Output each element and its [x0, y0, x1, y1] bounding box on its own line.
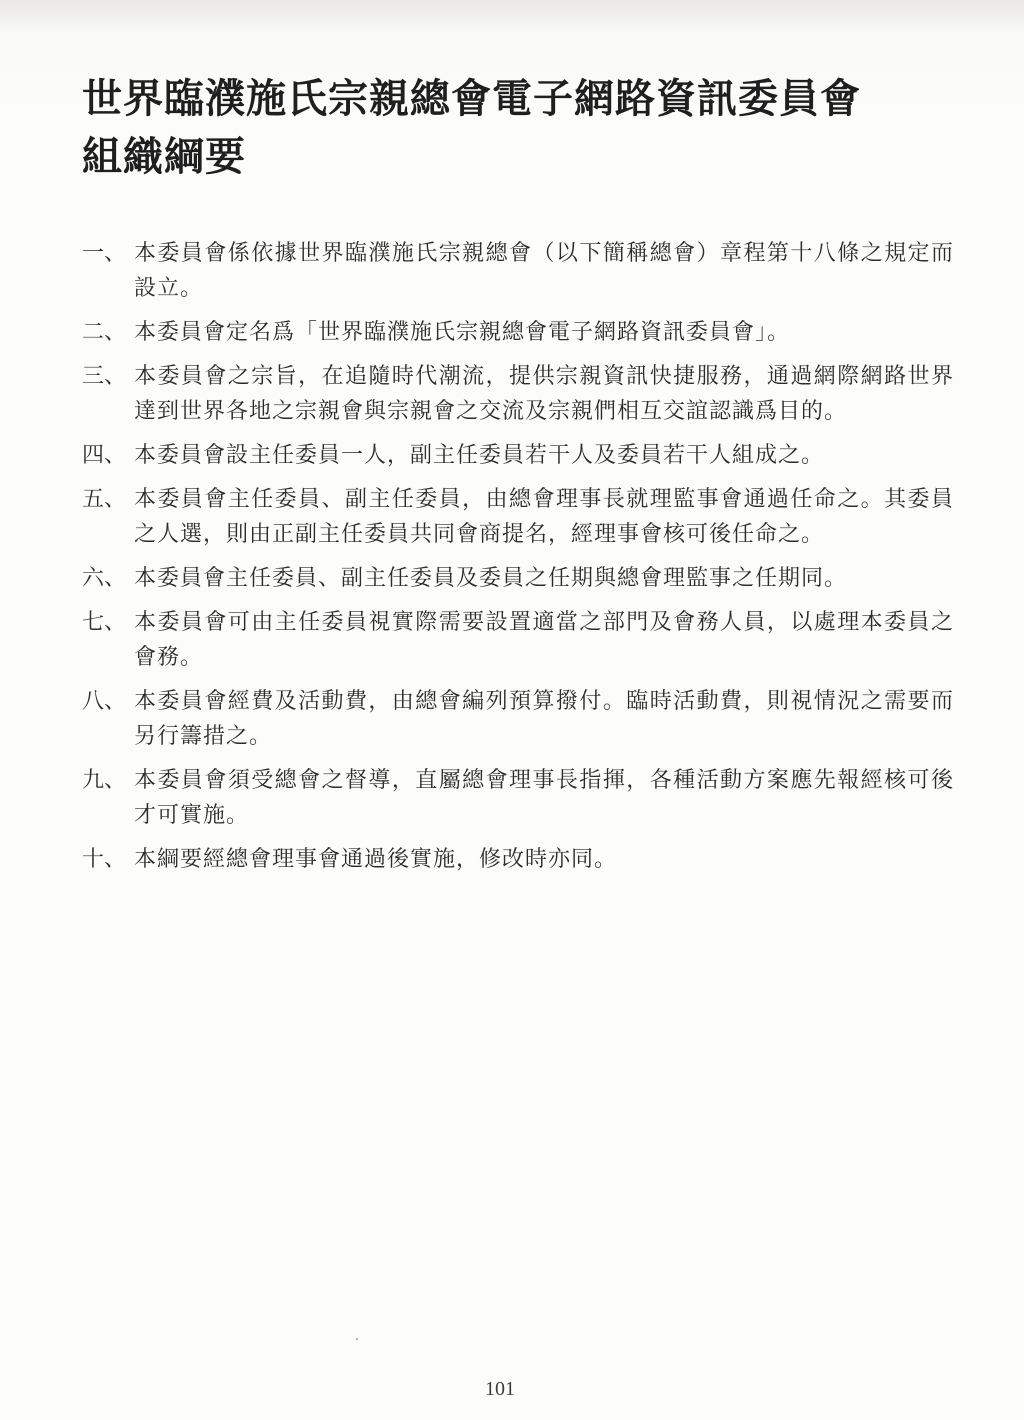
- article-item: [82, 842, 954, 877]
- article-number: 二、: [82, 320, 127, 345]
- article-number: 六、: [82, 566, 127, 591]
- document-title: [82, 70, 962, 186]
- article-text: 本委員會定名爲「世界臨濮施氏宗親總會電子網路資訊委員會」。: [134, 320, 791, 345]
- article-item: [82, 605, 954, 675]
- article-text: 本委員會主任委員、副主任委員，由總會理事長就理監事會通過任命之。其委員之人選，則由正副主任委員共同會商提名，經理事會核可後任命之。: [134, 487, 954, 547]
- article-item: [82, 236, 954, 306]
- article-item: [82, 315, 954, 350]
- article-number: 一、: [82, 241, 127, 266]
- article-number: 四、: [82, 443, 127, 468]
- article-text: 本委員會可由主任委員視實際需要設置適當之部門及會務人員，以處理本委員之會務。: [134, 610, 954, 670]
- article-item: [82, 561, 954, 596]
- document-title-line-2: 組織綱要: [82, 134, 246, 180]
- article-item: [82, 359, 954, 429]
- article-number: 八、: [82, 689, 127, 714]
- article-number: 五、: [82, 487, 127, 512]
- article-text: 本委員會設主任委員一人，副主任委員若干人及委員若干人組成之。: [134, 443, 825, 468]
- article-item: [82, 438, 954, 473]
- article-number: 三、: [82, 364, 127, 389]
- article-list: [82, 236, 954, 886]
- article-number: 七、: [82, 610, 127, 635]
- article-text: 本委員會須受總會之督導，直屬總會理事長指揮，各種活動方案應先報經核可後才可實施。: [134, 768, 954, 828]
- article-item: [82, 482, 954, 552]
- page-number: 101: [485, 1378, 515, 1400]
- article-text: 本委員會之宗旨，在追隨時代潮流，提供宗親資訊快捷服務，通過網際網路世界達到世界各地之宗親會與宗親會之交流及宗親們相互交誼認識爲目的。: [134, 364, 954, 424]
- article-item: [82, 763, 954, 833]
- document-title-line-1: 世界臨濮施氏宗親總會電子網路資訊委員會: [82, 76, 861, 122]
- article-number: 十、: [82, 847, 127, 872]
- article-number: 九、: [82, 768, 127, 793]
- article-item: [82, 684, 954, 754]
- article-text: 本委員會經費及活動費，由總會編列預算撥付。臨時活動費，則視情況之需要而另行籌措之。: [134, 689, 954, 749]
- article-text: 本委員會主任委員、副主任委員及委員之任期與總會理監事之任期同。: [134, 566, 848, 591]
- scan-edge: [0, 0, 1024, 30]
- scan-speck: [356, 1338, 358, 1340]
- article-text: 本綱要經總會理事會通過後實施，修改時亦同。: [134, 847, 618, 872]
- article-text: 本委員會係依據世界臨濮施氏宗親總會（以下簡稱總會）章程第十八條之規定而設立。: [134, 241, 954, 301]
